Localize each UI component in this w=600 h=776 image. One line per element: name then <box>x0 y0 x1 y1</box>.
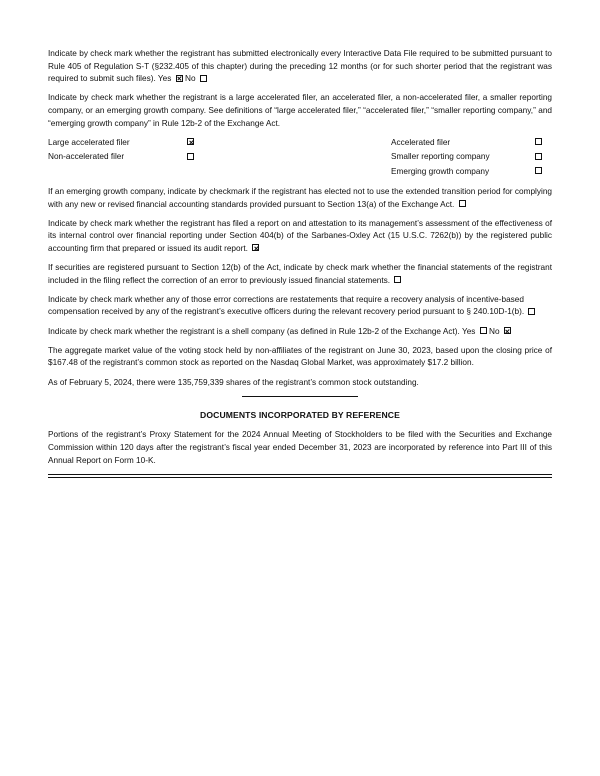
interactive-yes-label: Yes <box>157 74 172 84</box>
internal-control-checkbox[interactable] <box>252 244 259 251</box>
section-12b-text: If securities are registered pursuant to Section 12(b) of the Act, indicate by check mark whether the financial statements of the registrant included in the filing reflect the correction of an error to previously issued financial statements. <box>48 263 552 285</box>
recovery-analysis-paragraph <box>48 294 552 319</box>
document-content <box>48 48 552 478</box>
filer-row <box>48 137 552 151</box>
shell-no-checkbox[interactable] <box>504 327 511 334</box>
smaller-reporting-checkbox[interactable] <box>535 153 542 160</box>
interactive-no-checkbox[interactable] <box>200 75 207 82</box>
filer-row <box>48 166 552 180</box>
emerging-growth-label: Emerging growth company <box>391 166 490 176</box>
smaller-reporting-label: Smaller reporting company <box>391 152 490 162</box>
shell-company-text: Indicate by check mark whether the registrant is a shell company (as defined in Rule 12b-2 of the Exchange Act). <box>48 326 460 336</box>
internal-control-paragraph <box>48 218 552 256</box>
filer-row <box>48 151 552 165</box>
section-12b-checkbox[interactable] <box>394 276 401 283</box>
large-accelerated-label: Large accelerated filer <box>48 137 130 147</box>
market-value-paragraph: The aggregate market value of the voting stock held by non-affiliates of the registrant on June 30, 2023, based upon the closing price of $167.48 of the registrant’s common stock as reported on the Nasdaq Global Market, was approximately $17.2 billion. <box>48 345 552 368</box>
shares-outstanding-paragraph: As of February 5, 2024, there were 135,759,339 shares of the registrant’s common stock outstanding. <box>48 377 419 387</box>
filer-status-table <box>48 137 552 180</box>
section-divider <box>242 396 358 397</box>
accelerated-checkbox[interactable] <box>535 138 542 145</box>
recovery-analysis-text: Indicate by check mark whether any of those error corrections are restatements that require a recovery analysis of incentive-based compensation received by any of the registrant’s executive officers during the relevant recovery period pursuant to § 240.10D-1(b). <box>48 294 525 317</box>
shell-yes-label: Yes <box>461 326 476 336</box>
large-accelerated-checkbox[interactable] <box>187 138 194 145</box>
interactive-data-text: Indicate by check mark whether the registrant has submitted electronically every Interactive Data File required to be submitted pursuant to Rule 405 of Regulation S-T (§232.405 of this chapter) during the preceding 12 months (or for such shorter period that the registrant was required to submit such files). <box>48 49 552 84</box>
non-accelerated-label: Non-accelerated filer <box>48 152 125 162</box>
shell-no-label: No <box>489 326 500 336</box>
internal-control-text: Indicate by check mark whether the registrant has filed a report on and attestation to its management’s assessment of the effectiveness of its internal control over financial reporting under Section 404(b) of the Sarbanes-Oxley Act (15 U.S.C. 7262(b)) by the registered public accounting firm that prepared or issued its audit report. <box>48 218 552 253</box>
interactive-yes-checkbox[interactable] <box>176 75 183 82</box>
emerging-growth-election-checkbox[interactable] <box>459 200 466 207</box>
shell-yes-checkbox[interactable] <box>480 327 487 334</box>
shell-company-paragraph <box>48 326 552 339</box>
documents-incorporated-heading: DOCUMENTS INCORPORATED BY REFERENCE <box>200 409 400 420</box>
emerging-growth-paragraph <box>48 186 552 211</box>
interactive-data-paragraph <box>48 48 552 86</box>
accelerated-label: Accelerated filer <box>391 137 451 147</box>
filer-status-paragraph: Indicate by check mark whether the registrant is a large accelerated filer, an accelerated filer, a non-accelerated filer, a smaller reporting company, or an emerging growth company. See definitions of “large accelerated filer,” “accelerated filer,” “smaller reporting company,” and “emerging growth company” in Rule 12b-2 of the Exchange Act. <box>48 93 552 128</box>
section-12b-paragraph <box>48 262 552 287</box>
bottom-double-rule <box>48 474 552 478</box>
recovery-analysis-checkbox[interactable] <box>528 308 535 315</box>
non-accelerated-checkbox[interactable] <box>187 153 194 160</box>
interactive-no-label: No <box>184 74 196 84</box>
documents-incorporated-paragraph: Portions of the registrant’s Proxy Statement for the 2024 Annual Meeting of Stockholders to be filed with the Securities and Exchange Commission within 120 days after the registrant’s fiscal year ended December 31, 2023 are incorporated by reference into Part III of this Annual Report on Form 10-K. <box>48 430 552 465</box>
emerging-growth-checkbox[interactable] <box>535 167 542 174</box>
emerging-growth-text: If an emerging growth company, indicate by checkmark if the registrant has elected not to use the extended transition period for complying with any new or revised financial accounting standards provided pursuant to Section 13(a) of the Exchange Act. <box>48 186 552 209</box>
